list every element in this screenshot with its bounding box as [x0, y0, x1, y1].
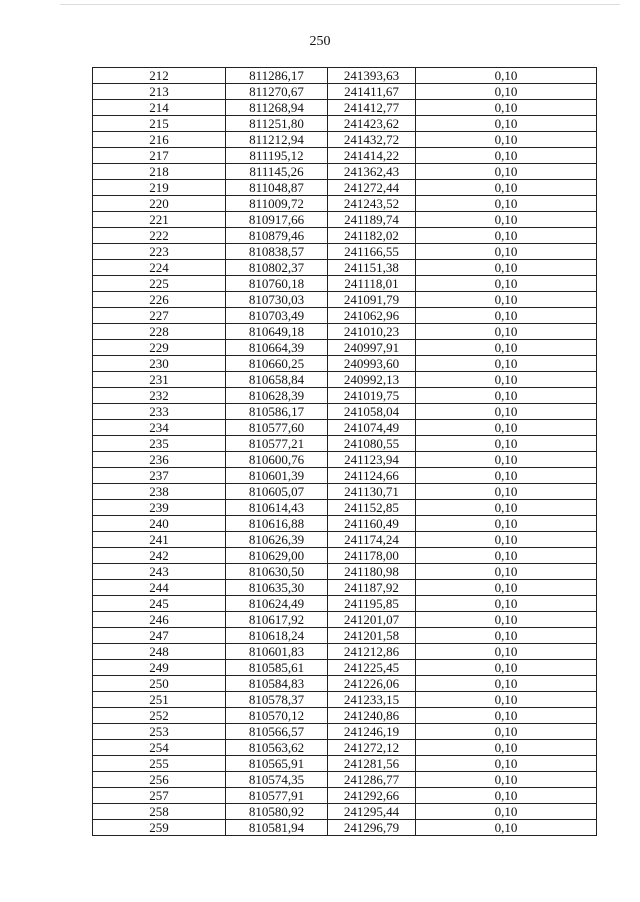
point-number-cell: 250 — [93, 676, 226, 692]
table-row — [93, 100, 597, 116]
accuracy-cell: 0,10 — [416, 356, 597, 372]
y-coordinate-cell: 241124,66 — [328, 468, 416, 484]
y-coordinate-cell: 241272,12 — [328, 740, 416, 756]
table-row — [93, 436, 597, 452]
table-row — [93, 596, 597, 612]
point-number-cell: 228 — [93, 324, 226, 340]
accuracy-cell: 0,10 — [416, 516, 597, 532]
point-number-cell: 232 — [93, 388, 226, 404]
point-number-cell: 240 — [93, 516, 226, 532]
y-coordinate-cell: 241281,56 — [328, 756, 416, 772]
x-coordinate-cell: 810580,92 — [226, 804, 328, 820]
table-row — [93, 516, 597, 532]
table-row — [93, 116, 597, 132]
y-coordinate-cell: 241295,44 — [328, 804, 416, 820]
y-coordinate-cell: 241411,67 — [328, 84, 416, 100]
x-coordinate-cell: 811286,17 — [226, 68, 328, 84]
accuracy-cell: 0,10 — [416, 132, 597, 148]
x-coordinate-cell: 810660,25 — [226, 356, 328, 372]
y-coordinate-cell: 241166,55 — [328, 244, 416, 260]
table-row — [93, 324, 597, 340]
accuracy-cell: 0,10 — [416, 404, 597, 420]
table-row — [93, 676, 597, 692]
y-coordinate-cell: 241174,24 — [328, 532, 416, 548]
point-number-cell: 223 — [93, 244, 226, 260]
point-number-cell: 225 — [93, 276, 226, 292]
point-number-cell: 246 — [93, 612, 226, 628]
y-coordinate-cell: 241123,94 — [328, 452, 416, 468]
x-coordinate-cell: 810600,76 — [226, 452, 328, 468]
y-coordinate-cell: 241151,38 — [328, 260, 416, 276]
point-number-cell: 234 — [93, 420, 226, 436]
accuracy-cell: 0,10 — [416, 788, 597, 804]
x-coordinate-cell: 810628,39 — [226, 388, 328, 404]
point-number-cell: 256 — [93, 772, 226, 788]
point-number-cell: 231 — [93, 372, 226, 388]
table-row — [93, 388, 597, 404]
y-coordinate-cell: 241010,23 — [328, 324, 416, 340]
accuracy-cell: 0,10 — [416, 660, 597, 676]
table-row — [93, 628, 597, 644]
accuracy-cell: 0,10 — [416, 324, 597, 340]
x-coordinate-cell: 811270,67 — [226, 84, 328, 100]
point-number-cell: 259 — [93, 820, 226, 836]
y-coordinate-cell: 241201,07 — [328, 612, 416, 628]
y-coordinate-cell: 241178,00 — [328, 548, 416, 564]
accuracy-cell: 0,10 — [416, 388, 597, 404]
y-coordinate-cell: 241233,15 — [328, 692, 416, 708]
y-coordinate-cell: 241080,55 — [328, 436, 416, 452]
x-coordinate-cell: 811048,87 — [226, 180, 328, 196]
point-number-cell: 214 — [93, 100, 226, 116]
x-coordinate-cell: 810917,66 — [226, 212, 328, 228]
x-coordinate-cell: 810626,39 — [226, 532, 328, 548]
point-number-cell: 255 — [93, 756, 226, 772]
table-row — [93, 180, 597, 196]
point-number-cell: 222 — [93, 228, 226, 244]
accuracy-cell: 0,10 — [416, 628, 597, 644]
accuracy-cell: 0,10 — [416, 84, 597, 100]
point-number-cell: 220 — [93, 196, 226, 212]
y-coordinate-cell: 241160,49 — [328, 516, 416, 532]
x-coordinate-cell: 810605,07 — [226, 484, 328, 500]
point-number-cell: 257 — [93, 788, 226, 804]
y-coordinate-cell: 241212,86 — [328, 644, 416, 660]
accuracy-cell: 0,10 — [416, 596, 597, 612]
accuracy-cell: 0,10 — [416, 180, 597, 196]
x-coordinate-cell: 810570,12 — [226, 708, 328, 724]
point-number-cell: 230 — [93, 356, 226, 372]
accuracy-cell: 0,10 — [416, 548, 597, 564]
accuracy-cell: 0,10 — [416, 452, 597, 468]
y-coordinate-cell: 241243,52 — [328, 196, 416, 212]
x-coordinate-cell: 810565,91 — [226, 756, 328, 772]
y-coordinate-cell: 241393,63 — [328, 68, 416, 84]
y-coordinate-cell: 241412,77 — [328, 100, 416, 116]
y-coordinate-cell: 241195,85 — [328, 596, 416, 612]
y-coordinate-cell: 241246,19 — [328, 724, 416, 740]
point-number-cell: 253 — [93, 724, 226, 740]
y-coordinate-cell: 241182,02 — [328, 228, 416, 244]
x-coordinate-cell: 810730,03 — [226, 292, 328, 308]
accuracy-cell: 0,10 — [416, 212, 597, 228]
accuracy-cell: 0,10 — [416, 468, 597, 484]
y-coordinate-cell: 241019,75 — [328, 388, 416, 404]
table-row — [93, 580, 597, 596]
point-number-cell: 233 — [93, 404, 226, 420]
accuracy-cell: 0,10 — [416, 436, 597, 452]
x-coordinate-cell: 810630,50 — [226, 564, 328, 580]
y-coordinate-cell: 241296,79 — [328, 820, 416, 836]
point-number-cell: 235 — [93, 436, 226, 452]
x-coordinate-cell: 810601,83 — [226, 644, 328, 660]
point-number-cell: 226 — [93, 292, 226, 308]
x-coordinate-cell: 810584,83 — [226, 676, 328, 692]
point-number-cell: 249 — [93, 660, 226, 676]
page-number: 250 — [309, 34, 331, 49]
table-row — [93, 644, 597, 660]
y-coordinate-cell: 241432,72 — [328, 132, 416, 148]
table-row — [93, 260, 597, 276]
table-row — [93, 804, 597, 820]
accuracy-cell: 0,10 — [416, 148, 597, 164]
point-number-cell: 213 — [93, 84, 226, 100]
x-coordinate-cell: 810703,49 — [226, 308, 328, 324]
table-row — [93, 452, 597, 468]
y-coordinate-cell: 241152,85 — [328, 500, 416, 516]
table-row — [93, 404, 597, 420]
accuracy-cell: 0,10 — [416, 804, 597, 820]
table-row — [93, 356, 597, 372]
accuracy-cell: 0,10 — [416, 820, 597, 836]
y-coordinate-cell: 241062,96 — [328, 308, 416, 324]
y-coordinate-cell: 241058,04 — [328, 404, 416, 420]
accuracy-cell: 0,10 — [416, 644, 597, 660]
x-coordinate-cell: 810629,00 — [226, 548, 328, 564]
point-number-cell: 258 — [93, 804, 226, 820]
point-number-cell: 224 — [93, 260, 226, 276]
x-coordinate-cell: 811212,94 — [226, 132, 328, 148]
x-coordinate-cell: 810563,62 — [226, 740, 328, 756]
point-number-cell: 216 — [93, 132, 226, 148]
accuracy-cell: 0,10 — [416, 164, 597, 180]
table-row — [93, 164, 597, 180]
table-row — [93, 340, 597, 356]
accuracy-cell: 0,10 — [416, 260, 597, 276]
accuracy-cell: 0,10 — [416, 420, 597, 436]
x-coordinate-cell: 810664,39 — [226, 340, 328, 356]
y-coordinate-cell: 241189,74 — [328, 212, 416, 228]
table-row — [93, 196, 597, 212]
x-coordinate-cell: 810617,92 — [226, 612, 328, 628]
point-number-cell: 244 — [93, 580, 226, 596]
y-coordinate-cell: 241423,62 — [328, 116, 416, 132]
y-coordinate-cell: 240992,13 — [328, 372, 416, 388]
x-coordinate-cell: 810566,57 — [226, 724, 328, 740]
accuracy-cell: 0,10 — [416, 532, 597, 548]
top-edge-rule — [60, 4, 620, 5]
x-coordinate-cell: 810578,37 — [226, 692, 328, 708]
point-number-cell: 245 — [93, 596, 226, 612]
x-coordinate-cell: 810601,39 — [226, 468, 328, 484]
x-coordinate-cell: 810838,57 — [226, 244, 328, 260]
table-row — [93, 564, 597, 580]
accuracy-cell: 0,10 — [416, 772, 597, 788]
y-coordinate-cell: 241362,43 — [328, 164, 416, 180]
accuracy-cell: 0,10 — [416, 372, 597, 388]
y-coordinate-cell: 241091,79 — [328, 292, 416, 308]
x-coordinate-cell: 810577,21 — [226, 436, 328, 452]
point-number-cell: 218 — [93, 164, 226, 180]
accuracy-cell: 0,10 — [416, 196, 597, 212]
accuracy-cell: 0,10 — [416, 116, 597, 132]
table-row — [93, 68, 597, 84]
point-number-cell: 248 — [93, 644, 226, 660]
table-row — [93, 212, 597, 228]
y-coordinate-cell: 241225,45 — [328, 660, 416, 676]
x-coordinate-cell: 810574,35 — [226, 772, 328, 788]
point-number-cell: 241 — [93, 532, 226, 548]
table-row — [93, 308, 597, 324]
table-row — [93, 772, 597, 788]
x-coordinate-cell: 810649,18 — [226, 324, 328, 340]
table-row — [93, 660, 597, 676]
table-row — [93, 148, 597, 164]
point-number-cell: 247 — [93, 628, 226, 644]
x-coordinate-cell: 810624,49 — [226, 596, 328, 612]
accuracy-cell: 0,10 — [416, 68, 597, 84]
table-row — [93, 484, 597, 500]
x-coordinate-cell: 810614,43 — [226, 500, 328, 516]
y-coordinate-cell: 241240,86 — [328, 708, 416, 724]
coordinates-table-body — [93, 68, 597, 836]
x-coordinate-cell: 810760,18 — [226, 276, 328, 292]
table-row — [93, 468, 597, 484]
accuracy-cell: 0,10 — [416, 484, 597, 500]
point-number-cell: 219 — [93, 180, 226, 196]
point-number-cell: 229 — [93, 340, 226, 356]
accuracy-cell: 0,10 — [416, 612, 597, 628]
table-row — [93, 820, 597, 836]
y-coordinate-cell: 240997,91 — [328, 340, 416, 356]
table-row — [93, 276, 597, 292]
point-number-cell: 217 — [93, 148, 226, 164]
table-row — [93, 756, 597, 772]
table-row — [93, 532, 597, 548]
coordinates-table — [92, 67, 597, 836]
table-row — [93, 132, 597, 148]
accuracy-cell: 0,10 — [416, 724, 597, 740]
y-coordinate-cell: 241226,06 — [328, 676, 416, 692]
point-number-cell: 239 — [93, 500, 226, 516]
point-number-cell: 237 — [93, 468, 226, 484]
table-row — [93, 292, 597, 308]
point-number-cell: 254 — [93, 740, 226, 756]
y-coordinate-cell: 241201,58 — [328, 628, 416, 644]
table-row — [93, 708, 597, 724]
y-coordinate-cell: 241187,92 — [328, 580, 416, 596]
accuracy-cell: 0,10 — [416, 100, 597, 116]
x-coordinate-cell: 810577,60 — [226, 420, 328, 436]
x-coordinate-cell: 810635,30 — [226, 580, 328, 596]
x-coordinate-cell: 810581,94 — [226, 820, 328, 836]
point-number-cell: 227 — [93, 308, 226, 324]
point-number-cell: 221 — [93, 212, 226, 228]
point-number-cell: 251 — [93, 692, 226, 708]
x-coordinate-cell: 810577,91 — [226, 788, 328, 804]
accuracy-cell: 0,10 — [416, 564, 597, 580]
x-coordinate-cell: 811195,12 — [226, 148, 328, 164]
x-coordinate-cell: 810802,37 — [226, 260, 328, 276]
table-row — [93, 228, 597, 244]
x-coordinate-cell: 811009,72 — [226, 196, 328, 212]
point-number-cell: 242 — [93, 548, 226, 564]
table-row — [93, 724, 597, 740]
accuracy-cell: 0,10 — [416, 228, 597, 244]
table-row — [93, 692, 597, 708]
x-coordinate-cell: 810658,84 — [226, 372, 328, 388]
accuracy-cell: 0,10 — [416, 276, 597, 292]
table-row — [93, 740, 597, 756]
y-coordinate-cell: 241130,71 — [328, 484, 416, 500]
point-number-cell: 236 — [93, 452, 226, 468]
point-number-cell: 212 — [93, 68, 226, 84]
accuracy-cell: 0,10 — [416, 292, 597, 308]
accuracy-cell: 0,10 — [416, 692, 597, 708]
accuracy-cell: 0,10 — [416, 580, 597, 596]
y-coordinate-cell: 241118,01 — [328, 276, 416, 292]
accuracy-cell: 0,10 — [416, 340, 597, 356]
x-coordinate-cell: 810879,46 — [226, 228, 328, 244]
table-row — [93, 84, 597, 100]
x-coordinate-cell: 810616,88 — [226, 516, 328, 532]
y-coordinate-cell: 241286,77 — [328, 772, 416, 788]
table-row — [93, 420, 597, 436]
x-coordinate-cell: 811268,94 — [226, 100, 328, 116]
table-row — [93, 612, 597, 628]
table-row — [93, 548, 597, 564]
y-coordinate-cell: 241292,66 — [328, 788, 416, 804]
accuracy-cell: 0,10 — [416, 756, 597, 772]
accuracy-cell: 0,10 — [416, 708, 597, 724]
y-coordinate-cell: 241414,22 — [328, 148, 416, 164]
accuracy-cell: 0,10 — [416, 500, 597, 516]
table-row — [93, 372, 597, 388]
x-coordinate-cell: 810618,24 — [226, 628, 328, 644]
accuracy-cell: 0,10 — [416, 676, 597, 692]
accuracy-cell: 0,10 — [416, 308, 597, 324]
point-number-cell: 243 — [93, 564, 226, 580]
y-coordinate-cell: 241180,98 — [328, 564, 416, 580]
accuracy-cell: 0,10 — [416, 740, 597, 756]
x-coordinate-cell: 811251,80 — [226, 116, 328, 132]
x-coordinate-cell: 811145,26 — [226, 164, 328, 180]
x-coordinate-cell: 810586,17 — [226, 404, 328, 420]
point-number-cell: 238 — [93, 484, 226, 500]
point-number-cell: 252 — [93, 708, 226, 724]
table-row — [93, 788, 597, 804]
y-coordinate-cell: 241074,49 — [328, 420, 416, 436]
x-coordinate-cell: 810585,61 — [226, 660, 328, 676]
table-row — [93, 500, 597, 516]
table-row — [93, 244, 597, 260]
y-coordinate-cell: 240993,60 — [328, 356, 416, 372]
y-coordinate-cell: 241272,44 — [328, 180, 416, 196]
accuracy-cell: 0,10 — [416, 244, 597, 260]
point-number-cell: 215 — [93, 116, 226, 132]
